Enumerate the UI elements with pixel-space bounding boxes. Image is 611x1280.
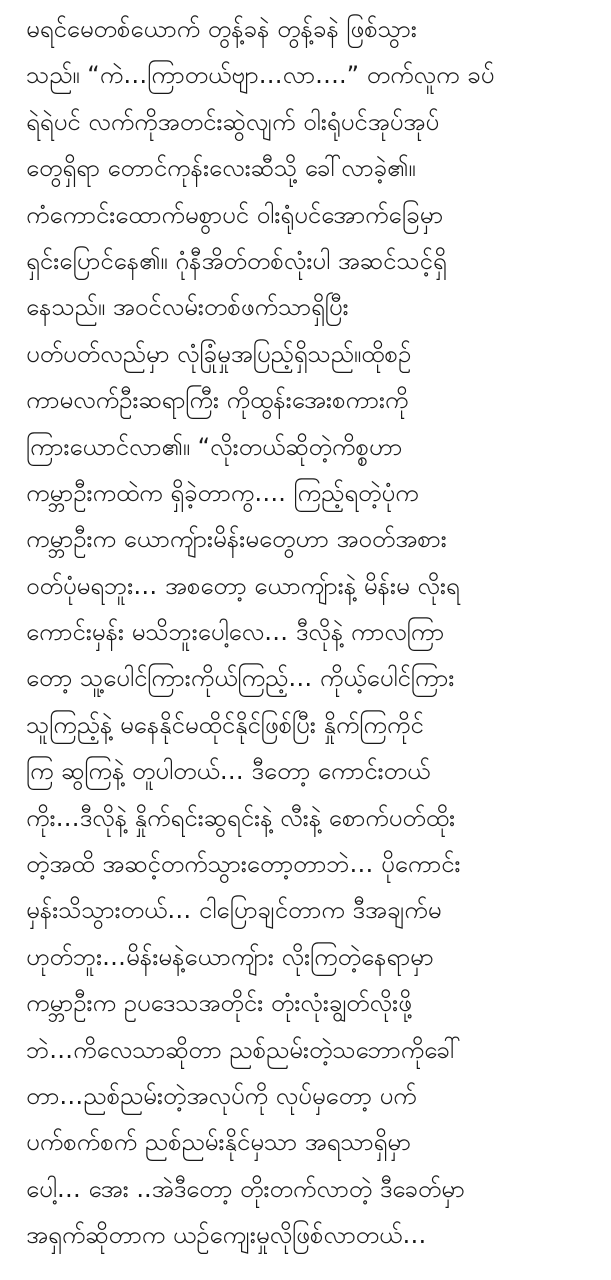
text-line: ကြားယောင်လာ၏။ “လိုးတယ်ဆိုတဲ့ကိစ္စဟာ	[26, 432, 403, 461]
text-line: ကောင်းမှန်း မသိဘူးပေါ့လေ… ဒီလိုနဲ့ ကာလကြာ	[26, 618, 445, 647]
text-line: ပတ်ပတ်လည်မှာ လုံခြုံမှုအပြည့်ရှိသည်။ထိုစဉ်	[26, 339, 412, 368]
text-line: ကိုး…ဒီလိုနဲ့ နှိုက်ရင်းဆွရင်းနဲ့ လီးနဲ့ စောက်ပတ်ထိုး	[26, 803, 456, 832]
text-line: ကမ္ဘာဦးကထဲက ရှိခဲ့တာကွ…. ကြည့်ရတဲ့ပုံက	[26, 478, 419, 507]
text-line: တွေရှိရာ တောင်ကုန်းလေးဆီသို့ ခေါ်လာခဲ့၏။	[26, 154, 416, 183]
text-line: ကြ ဆွကြနဲ့ တူပါတယ်… ဒီတော့ ကောင်းတယ်	[26, 757, 431, 786]
text-line: သူကြည့်နဲ့ မနေနိုင်မထိုင်နိုင်ဖြစ်ပြီး နှိုက်ကြကိုင်	[26, 710, 424, 739]
text-line: ကာမလက်ဦးဆရာကြီး ကိုထွန်းအေးစကားကို	[26, 386, 409, 415]
text-line: ရဲရဲပင် လက်ကိုအတင်းဆွဲလျက် ဝါးရုံပင်အုပ်အုပ်	[26, 107, 440, 136]
text-line: တဲ့အထိ အဆင့်တက်သွားတော့တာဘဲ… ပိုကောင်း	[26, 850, 461, 879]
text-line: မှန်းသိသွားတယ်… ငါပြောချင်တာက ဒီအချက်မ	[26, 896, 442, 925]
text-line: အရှက်ဆိုတာက ယဉ်ကျေးမှုလိုဖြစ်လာတယ်…	[26, 1221, 427, 1250]
text-line: ဟုတ်ဘူး…မိန်းမနဲ့ယောကျ်ား လိုးကြတဲ့နေရာမှာ	[26, 942, 434, 971]
text-line: တာ…ညစ်ညမ်းတဲ့အလုပ်ကို လုပ်မှတော့ ပက်	[26, 1081, 417, 1110]
text-line: ကမ္ဘာဦးက ဥပဒေသအတိုင်း တုံးလုံးချွတ်လိုးဖို့	[26, 989, 412, 1018]
text-line: တော့ သူ့ပေါင်ကြားကိုယ်ကြည့်… ကိုယ့်ပေါင်ကြား	[26, 664, 455, 693]
text-line: ဝတ်ပုံမရဘူး… အစတော့ ယောကျ်ားနဲ့ မိန်းမ လိုးရ	[26, 571, 460, 600]
text-line: ဘဲ…ကိလေသာဆိုတာ ညစ်ညမ်းတဲ့သဘောကိုခေါ်	[26, 1035, 461, 1064]
text-line: ကမ္ဘာဦးက ယောကျ်ားမိန်းမတွေဟာ အဝတ်အစား	[26, 525, 447, 554]
text-line: ကံကောင်းထောက်မစွာပင် ဝါးရုံပင်အောက်ခြေမှာ	[26, 200, 444, 229]
text-line: နေသည်။ အဝင်လမ်းတစ်ဖက်သာရှိပြီး	[26, 293, 349, 322]
text-line: ပေါ့… အေး ..အဲဒီတော့ တိုးတက်လာတဲ့ ဒီခေတ်မှာ	[26, 1174, 465, 1203]
text-line: မရင်မေတစ်ယောက် တွန့်ခနဲ တွန့်ခနဲ ဖြစ်သွား	[26, 15, 417, 43]
text-line: ရှင်းပြောင်နေ၏။ ဂုံနီအိတ်တစ်လုံးပါ အဆင်သင့်ရှိ	[26, 246, 447, 275]
text-line: ပက်စက်စက် ညစ်ညမ်းနိုင်မှသာ အရသာရှိမှာ	[26, 1128, 411, 1157]
text-line: သည်။ “ကဲ…ကြာတယ်ဗျာ…လာ….” တက်လူက ခပ်	[26, 61, 495, 90]
